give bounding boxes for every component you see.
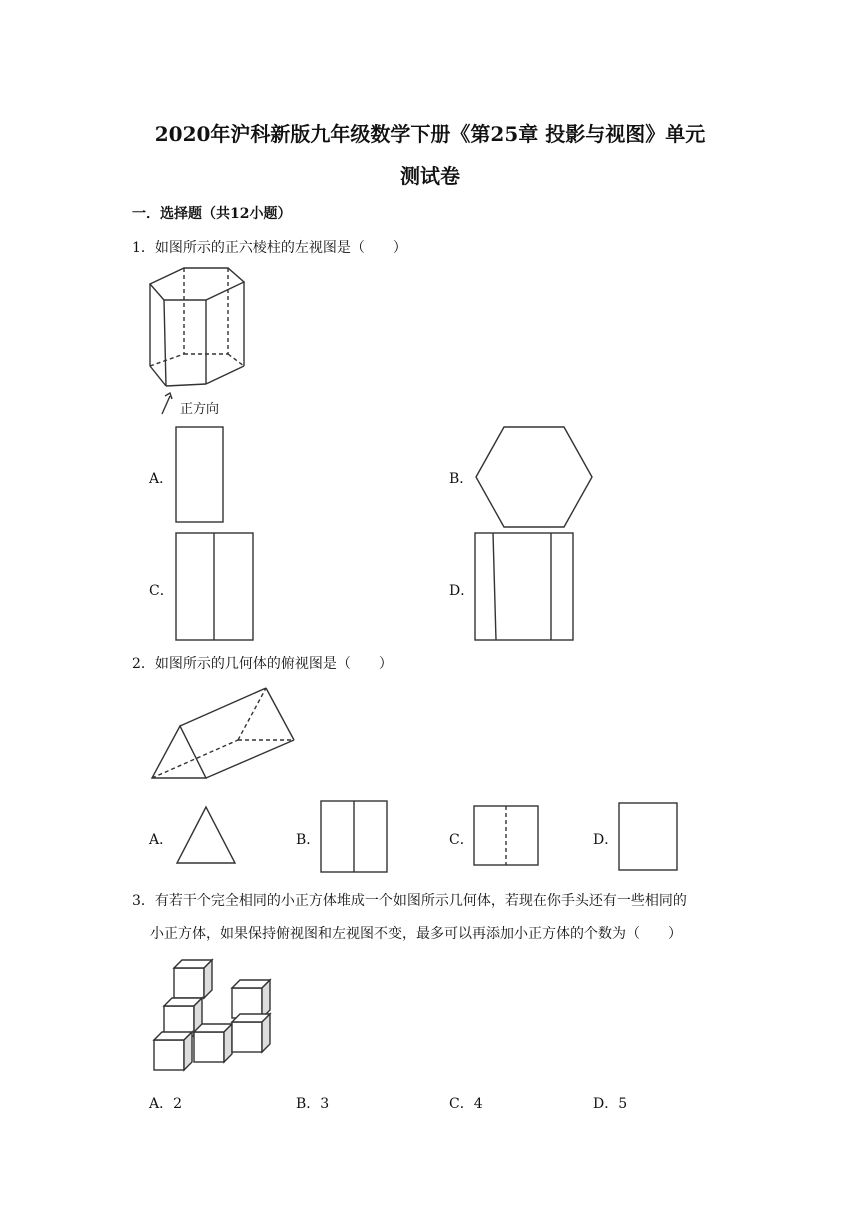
q3-cube-stack-figure — [150, 956, 280, 1078]
page-title: 2020年沪科新版九年级数学下册《第25章 投影与视图》单元 — [154, 122, 706, 146]
q1-arrow-label: 正方向 — [180, 402, 220, 417]
q1-hexagonal-prism-figure — [146, 266, 256, 418]
page-title-line2: 测试卷 — [400, 164, 460, 188]
q2-triangular-prism-figure — [148, 686, 300, 784]
question-1-text: 1．如图所示的正六棱柱的左视图是（ ） — [132, 240, 407, 256]
section-heading: 一．选择题（共12小题） — [132, 206, 292, 222]
q1-option-a-label[interactable]: A． — [149, 471, 174, 487]
cube-3 — [154, 1032, 192, 1070]
question-3-text-line1: 3．有若干个完全相同的小正方体堆成一个如图所示几何体，若现在你手头还有一些相同的 — [132, 893, 687, 909]
q1-option-c-figure — [175, 532, 255, 642]
cube-4 — [194, 1024, 232, 1062]
q1-option-d-label[interactable]: D． — [449, 583, 475, 599]
q1-option-c-label[interactable]: C． — [149, 583, 174, 599]
q2-option-c-label[interactable]: C． — [449, 832, 474, 848]
cube-5 — [232, 980, 270, 1018]
cube-6 — [232, 1014, 270, 1052]
question-2-text: 2．如图所示的几何体的俯视图是（ ） — [132, 656, 393, 672]
q2-option-d-figure — [618, 802, 680, 872]
q2-option-b-figure — [320, 800, 390, 874]
question-3-text-line2: 小正方体，如果保持俯视图和左视图不变，最多可以再添加小正方体的个数为（ ） — [150, 926, 682, 942]
q3-option-c[interactable]: C．4 — [449, 1096, 483, 1112]
q2-option-c-figure — [473, 805, 541, 867]
q1-option-d-figure — [474, 532, 576, 642]
q3-option-b[interactable]: B．3 — [296, 1096, 330, 1112]
q1-option-b-label[interactable]: B． — [449, 471, 474, 487]
q2-option-a-figure — [175, 805, 237, 865]
q2-option-d-label[interactable]: D． — [593, 832, 619, 848]
q1-option-a-figure — [175, 426, 225, 524]
q3-option-a[interactable]: A．2 — [149, 1096, 183, 1112]
q1-option-b-figure — [474, 425, 594, 529]
q2-option-a-label[interactable]: A． — [149, 832, 174, 848]
q2-option-b-label[interactable]: B． — [296, 832, 321, 848]
q3-option-d[interactable]: D．5 — [593, 1096, 628, 1112]
cube-1 — [174, 960, 212, 998]
